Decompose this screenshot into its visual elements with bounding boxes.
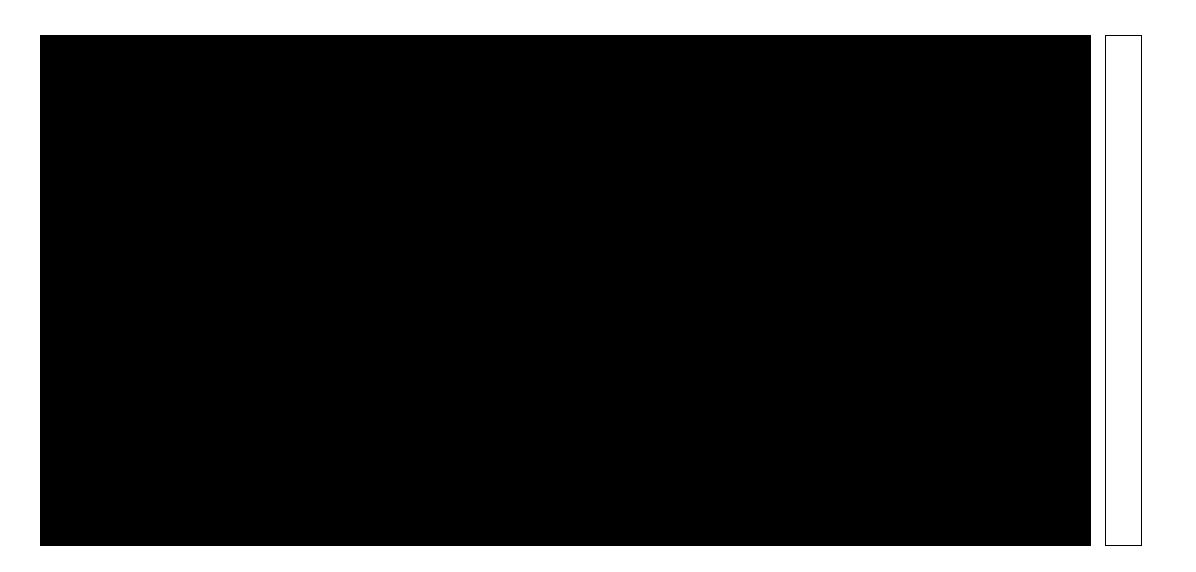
colorbar [1105,35,1142,546]
y-axis [0,35,34,546]
heatmap-grid [40,35,1091,546]
